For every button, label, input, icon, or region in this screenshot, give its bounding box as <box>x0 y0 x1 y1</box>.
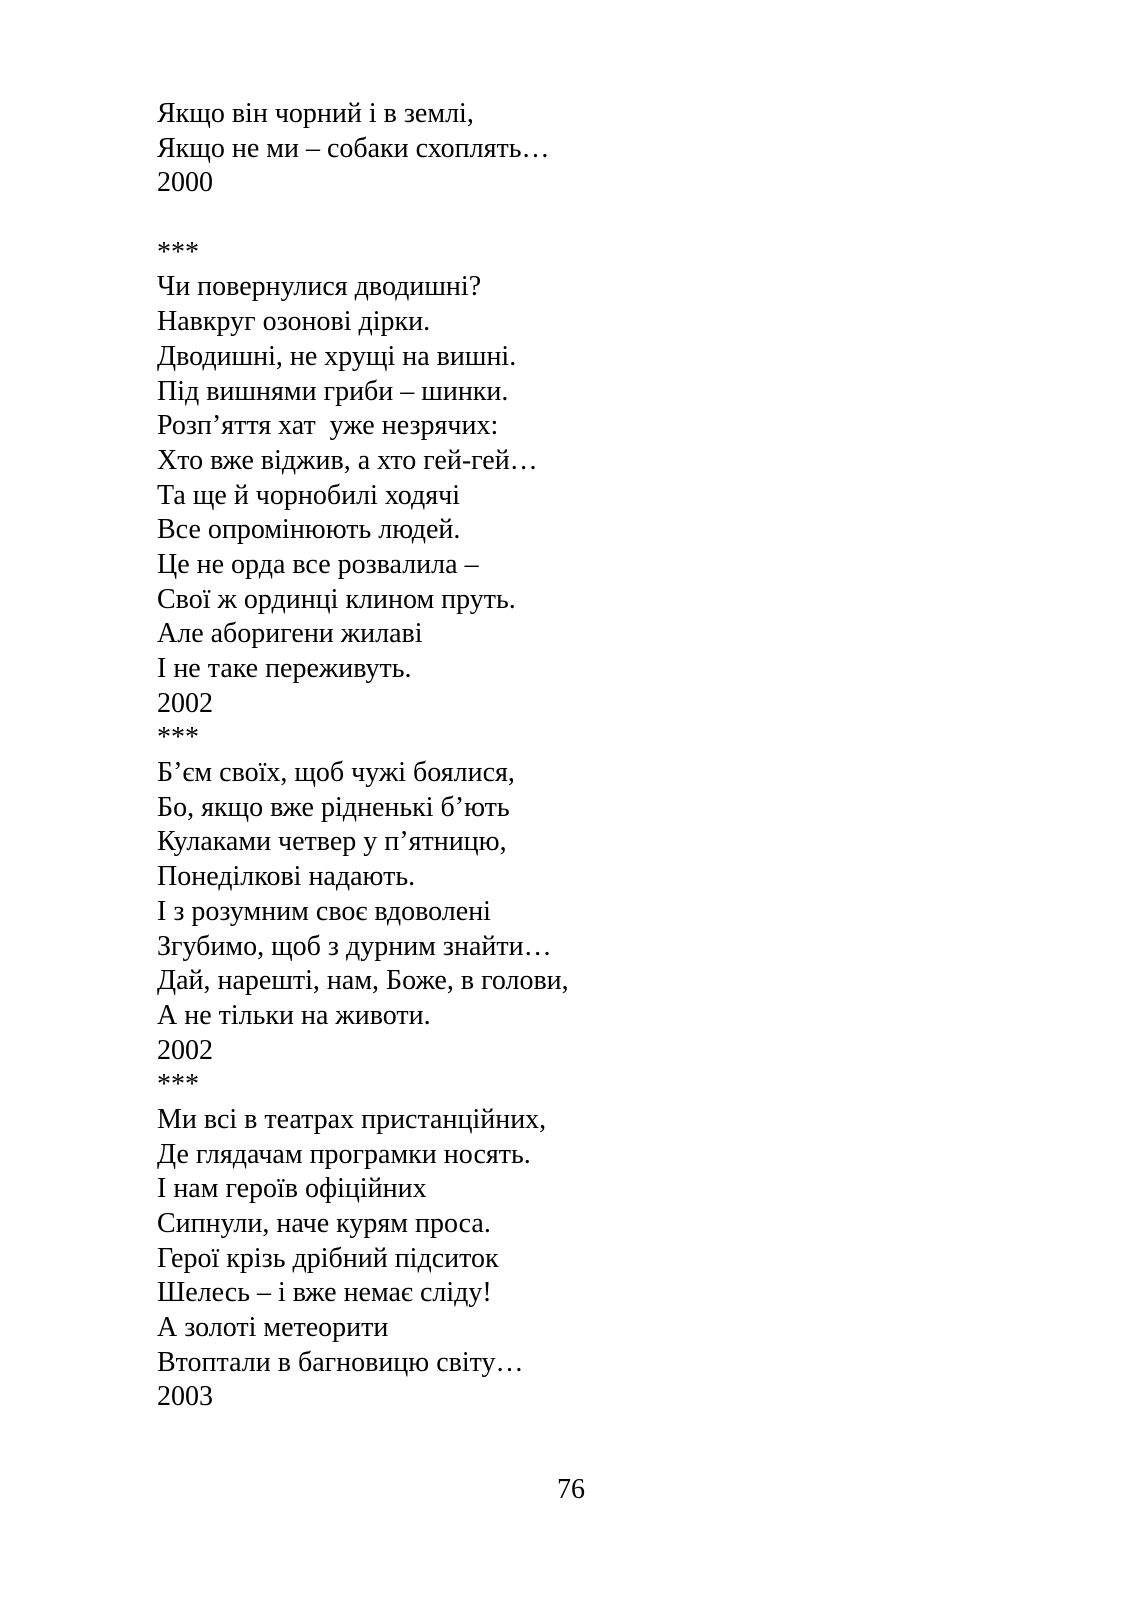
poem-line: Дай, нарешті, нам, Боже, в голови, <box>157 965 569 997</box>
poem-line: Сипнули, наче курям проса. <box>157 1208 491 1239</box>
poem-line: Якщо він чорний і в землі, <box>157 98 474 129</box>
poem-line: Герої крізь дрібний підситок <box>157 1242 499 1274</box>
poem-year: 2003 <box>157 1381 213 1413</box>
poem-line: Це не орда все розвалила – <box>157 548 479 580</box>
poem-line: А золоті метеорити <box>157 1312 389 1344</box>
poem-line: Шелесь – і вже немає сліду! <box>157 1277 492 1309</box>
poem-line: Ми всі в театрах пристанційних, <box>157 1103 547 1135</box>
poem-year: 2002 <box>157 687 213 719</box>
poem-line: І з розумним своє вдоволені <box>157 895 491 927</box>
poem-separator: *** <box>157 236 199 268</box>
poem-line: І нам героїв офіційних <box>157 1173 427 1205</box>
poem-separator: *** <box>157 1069 199 1101</box>
poem-line: А не тільки на животи. <box>157 999 431 1031</box>
poem-line: Навкруг озонові дірки. <box>157 306 431 338</box>
poem-line: Чи повернулися дводишні? <box>157 271 482 303</box>
poem-line: Понеділкові надають. <box>157 861 416 893</box>
poem-line: Дводишні, не хрущі на вишні. <box>157 340 517 372</box>
poem-line: Під вишнями гриби – шинки. <box>157 375 509 407</box>
poem-line: І не таке переживуть. <box>157 653 412 684</box>
poem-separator: *** <box>157 722 199 754</box>
poem-line: Бо, якщо вже рідненькі б’ють <box>157 791 510 823</box>
poem-line: Згубимо, щоб з дурним знайти… <box>157 930 552 962</box>
poem-line: Втоптали в багновицю світу… <box>157 1346 524 1378</box>
poem-text-block <box>157 97 957 1415</box>
poem-year: 2002 <box>157 1034 213 1066</box>
poem-line: Все опромінюють людей. <box>157 514 461 546</box>
poem-line: Та ще й чорнобилі ходячі <box>157 479 460 511</box>
poem-line: Якщо не ми – собаки схоплять… <box>157 132 550 164</box>
poem-line: Свої ж ординці клином пруть. <box>157 583 516 615</box>
poem-line: Кулаками четвер у п’ятницю, <box>157 826 507 858</box>
poem-line: Б’єм своїх, щоб чужі боялися, <box>157 757 515 789</box>
poem-year: 2000 <box>157 167 213 199</box>
poem-line: Хто вже віджив, а хто гей-гей… <box>157 444 538 476</box>
poem-line: Розп’яття хат уже незрячих: <box>157 410 499 442</box>
blank-line <box>157 201 957 236</box>
poem-line: Де глядачам програмки носять. <box>157 1138 531 1170</box>
page-number: 76 <box>557 1474 585 1505</box>
poem-line: Але аборигени жилаві <box>157 618 423 650</box>
